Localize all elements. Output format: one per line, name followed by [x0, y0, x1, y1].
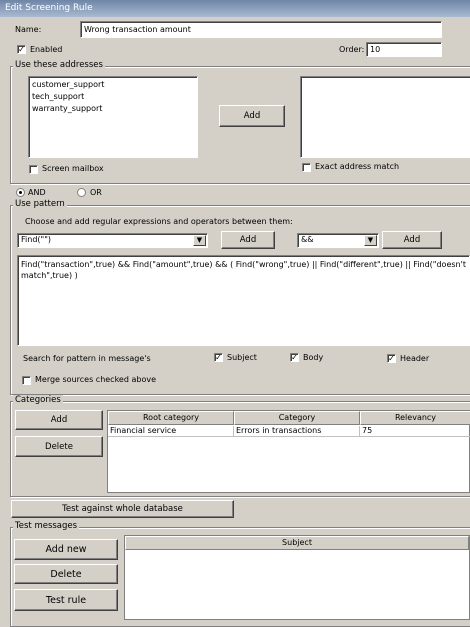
search-pattern-label: Search for pattern in message's [23, 354, 151, 363]
delete-category-button[interactable]: Delete [15, 436, 103, 457]
function-combo[interactable] [17, 233, 208, 248]
list-item[interactable]: customer_support [32, 80, 105, 89]
exact-address-match-label: Exact address match [315, 162, 400, 171]
merge-sources-label: Merge sources checked above [35, 375, 157, 384]
order-input[interactable] [366, 42, 442, 57]
test-rule-button[interactable]: Test rule [14, 589, 118, 611]
and-label: AND [28, 188, 46, 197]
categories-legend: Categories [15, 395, 61, 405]
test-database-button[interactable]: Test against whole database [11, 500, 234, 518]
exact-address-match-checkbox[interactable] [302, 163, 311, 172]
or-radio[interactable] [77, 188, 86, 197]
screen-mailbox-checkbox[interactable] [29, 165, 38, 174]
screen-mailbox-label: Screen mailbox [42, 164, 104, 173]
addresses-legend: Use these addresses [15, 60, 103, 70]
body-checkbox[interactable]: ✓ [291, 353, 298, 362]
column-header-category[interactable]: Category [234, 411, 360, 425]
selected-addresses-list[interactable] [300, 76, 470, 158]
add-new-message-button[interactable]: Add new [14, 539, 118, 560]
pattern-instruction: Choose and add regular expressions and operators between them: [25, 217, 293, 226]
header-checkbox[interactable]: ✓ [388, 354, 395, 363]
operator-combo-value: && [301, 235, 314, 244]
chevron-down-icon[interactable]: ▼ [364, 235, 377, 246]
subject-label: Subject [227, 353, 257, 362]
addresses-list[interactable] [28, 76, 198, 158]
operator-combo[interactable] [297, 233, 379, 248]
column-header-root-category[interactable]: Root category [108, 411, 234, 425]
list-item[interactable]: tech_support [32, 92, 85, 101]
enabled-label: Enabled [30, 45, 63, 54]
test-messages-table[interactable] [124, 535, 470, 620]
table-cell-relevancy[interactable]: 75 [360, 426, 470, 437]
function-combo-value: Find("") [21, 235, 51, 244]
add-operator-button[interactable]: Add [382, 231, 442, 249]
column-header-relevancy[interactable]: Relevancy [360, 411, 470, 425]
name-input[interactable] [80, 21, 442, 38]
header-label: Header [400, 354, 430, 363]
pattern-legend: Use pattern [15, 199, 65, 209]
and-radio[interactable] [16, 188, 25, 197]
categories-table[interactable] [107, 410, 470, 493]
table-cell-category[interactable]: Errors in transactions [234, 426, 360, 437]
enabled-checkbox[interactable]: ✓ [18, 45, 25, 54]
order-label: Order: [339, 45, 365, 54]
delete-message-button[interactable]: Delete [14, 564, 118, 584]
pattern-expression-textarea[interactable]: Find("transaction",true) && Find("amount",true) && ( Find("wrong",true) || Find("different",true) || Find("doesn't match",true) ) [17, 255, 470, 346]
table-cell-root-category[interactable]: Financial service [108, 426, 234, 437]
subject-checkbox[interactable]: ✓ [215, 353, 222, 362]
list-item[interactable]: warranty_support [32, 104, 103, 113]
body-label: Body [303, 353, 324, 362]
add-address-button[interactable]: Add [219, 105, 285, 127]
name-label: Name: [15, 25, 42, 34]
window-title: Edit Screening Rule [5, 3, 93, 13]
add-function-button[interactable]: Add [221, 231, 275, 249]
title-bar [0, 0, 470, 17]
or-label: OR [90, 188, 102, 197]
test-messages-legend: Test messages [15, 521, 78, 531]
add-category-button[interactable]: Add [15, 410, 103, 430]
column-header-subject[interactable]: Subject [125, 536, 469, 550]
chevron-down-icon[interactable]: ▼ [193, 235, 206, 246]
merge-sources-checkbox[interactable] [22, 376, 31, 385]
